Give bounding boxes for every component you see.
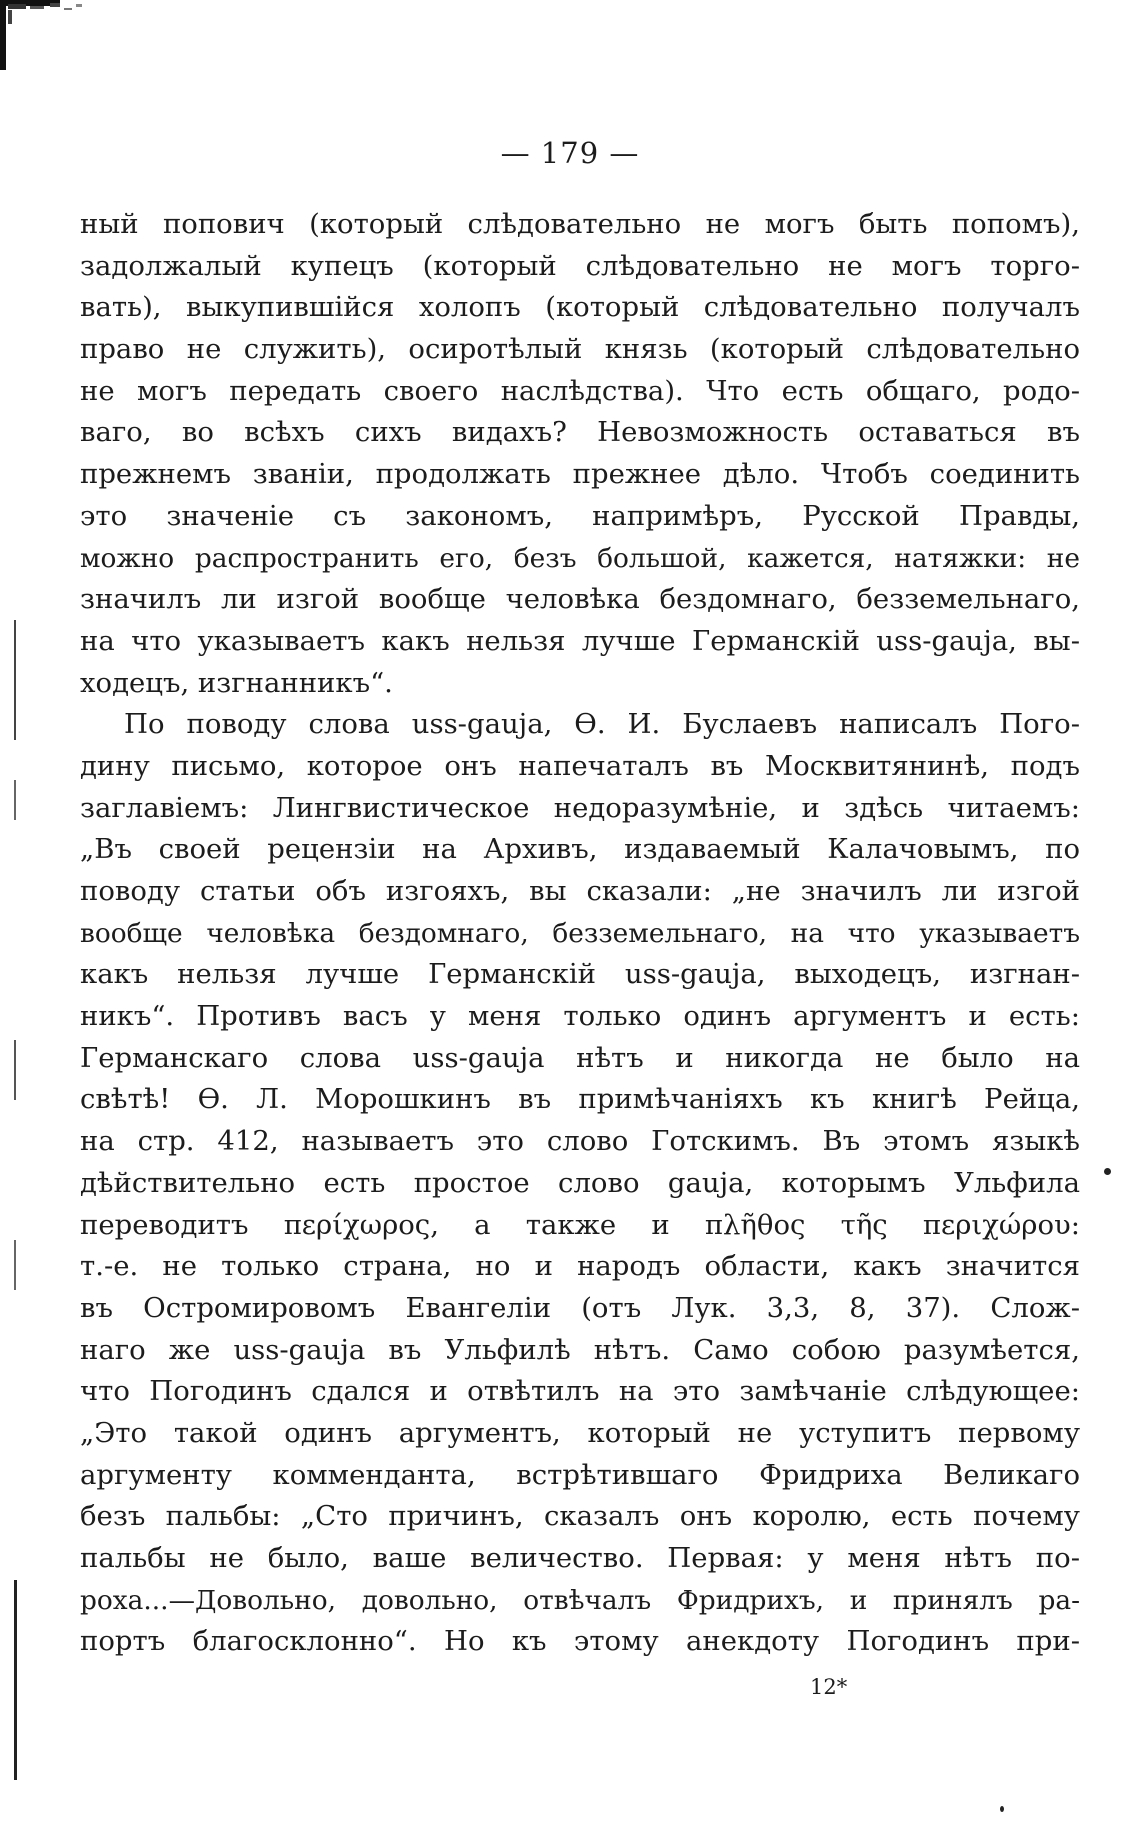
text-line: Германскаго слова uss-gauja нѣтъ и никогда не было на	[80, 1041, 1080, 1074]
margin-speck	[1000, 1806, 1004, 1812]
body-text	[80, 204, 1080, 1663]
text-line: никъ“. Противъ васъ у меня только одинъ аргументъ и есть:	[80, 1000, 1080, 1033]
text-line: т.-е. не только страна, но и народъ области, какъ значится	[80, 1250, 1080, 1283]
binding-edge-artifact	[14, 60, 18, 1780]
text-line: въ Остромировомъ Евангеліи (отъ Лук. 3,3, 8, 37). Слож-	[80, 1291, 1080, 1324]
margin-speck	[1104, 1168, 1111, 1175]
text-line: портъ благосклонно“. Но къ этому анекдоту Погодинъ при-	[80, 1625, 1080, 1658]
text-line: право не служить), осиротѣлый князь (который слѣдовательно	[80, 333, 1080, 366]
text-line: на стр. 412, называетъ это слово Готскимъ. Въ этомъ языкѣ	[80, 1125, 1080, 1158]
text-line: дѣйствительно есть простое слово gauja, которымъ Ульфила	[80, 1166, 1080, 1199]
text-line: вать), выкупившійся холопъ (который слѣдовательно получалъ	[80, 291, 1080, 324]
text-line: заглавіемъ: Лингвистическое недоразумѣніе, и здѣсь читаемъ:	[80, 791, 1080, 824]
text-line: прежнемъ званіи, продолжать прежнее дѣло. Чтобъ соединить	[80, 458, 1080, 491]
text-line: можно распространить его, безъ большой, кажется, натяжки: не	[80, 542, 1080, 574]
text-line: ваго, во всѣхъ сихъ видахъ? Невозможность оставаться въ	[80, 416, 1080, 449]
text-line: дину письмо, которое онъ напечаталъ въ Москвитянинѣ, подъ	[80, 749, 1080, 782]
text-line: пальбы не было, ваше величество. Первая: у меня нѣтъ по-	[80, 1542, 1080, 1574]
text-line: наго же uss-gauja въ Ульфилѣ нѣтъ. Само собою разумѣется,	[80, 1333, 1080, 1366]
text-line: на что указываетъ какъ нельзя лучше Германскій uss-gauja, вы-	[80, 624, 1080, 657]
text-line: задолжалый купецъ (который слѣдовательно не могъ торго-	[80, 249, 1080, 282]
scan-corner-artifact	[0, 0, 110, 70]
text-line: „Это такой одинъ аргументъ, который не уступитъ первому	[80, 1416, 1080, 1449]
text-line: роха...—Довольно, довольно, отвѣчалъ Фридрихъ, и принялъ ра-	[80, 1584, 1080, 1616]
text-line: „Въ своей рецензіи на Архивъ, издаваемый Калачовымъ, по	[80, 833, 1080, 866]
text-line: аргументу комменданта, встрѣтившаго Фридриха Великаго	[80, 1458, 1080, 1491]
text-line: это значеніе съ закономъ, напримѣръ, Русской Правды,	[80, 499, 1080, 532]
text-line: не могъ передать своего наслѣдства). Что есть общаго, родо-	[80, 374, 1080, 407]
text-line: значилъ ли изгой вообще человѣка бездомнаго, безземельнаго,	[80, 583, 1080, 616]
page-number: — 179 —	[500, 136, 640, 170]
text-line: переводитъ περίχωρος, а также и πλῆθος τῆς περιχώρου:	[80, 1208, 1080, 1241]
printer-signature: 12*	[810, 1675, 848, 1699]
text-line: свѣтѣ! Ѳ. Л. Морошкинъ въ примѣчаніяхъ къ книгѣ Рейца,	[80, 1083, 1080, 1116]
text-line: вообще человѣка бездомнаго, безземельнаго, на что указываетъ	[80, 917, 1080, 949]
text-line: что Погодинъ сдался и отвѣтилъ на это замѣчаніе слѣдующее:	[80, 1375, 1080, 1408]
text-line: ный попович (который слѣдовательно не могъ быть попомъ),	[80, 208, 1080, 240]
paragraph-first-line: По поводу слова uss-gauja, Ѳ. И. Буслаевъ написалъ Пого-	[124, 708, 1080, 741]
text-line: какъ нельзя лучше Германскій uss-gauja, выходецъ, изгнан-	[80, 958, 1080, 991]
text-line: поводу статьи объ изгояхъ, вы сказали: „не значилъ ли изгой	[80, 875, 1080, 907]
text-line: безъ пальбы: „Сто причинъ, сказалъ онъ королю, есть почему	[80, 1500, 1080, 1533]
text-line: ходецъ, изгнанникъ“.	[80, 666, 393, 699]
